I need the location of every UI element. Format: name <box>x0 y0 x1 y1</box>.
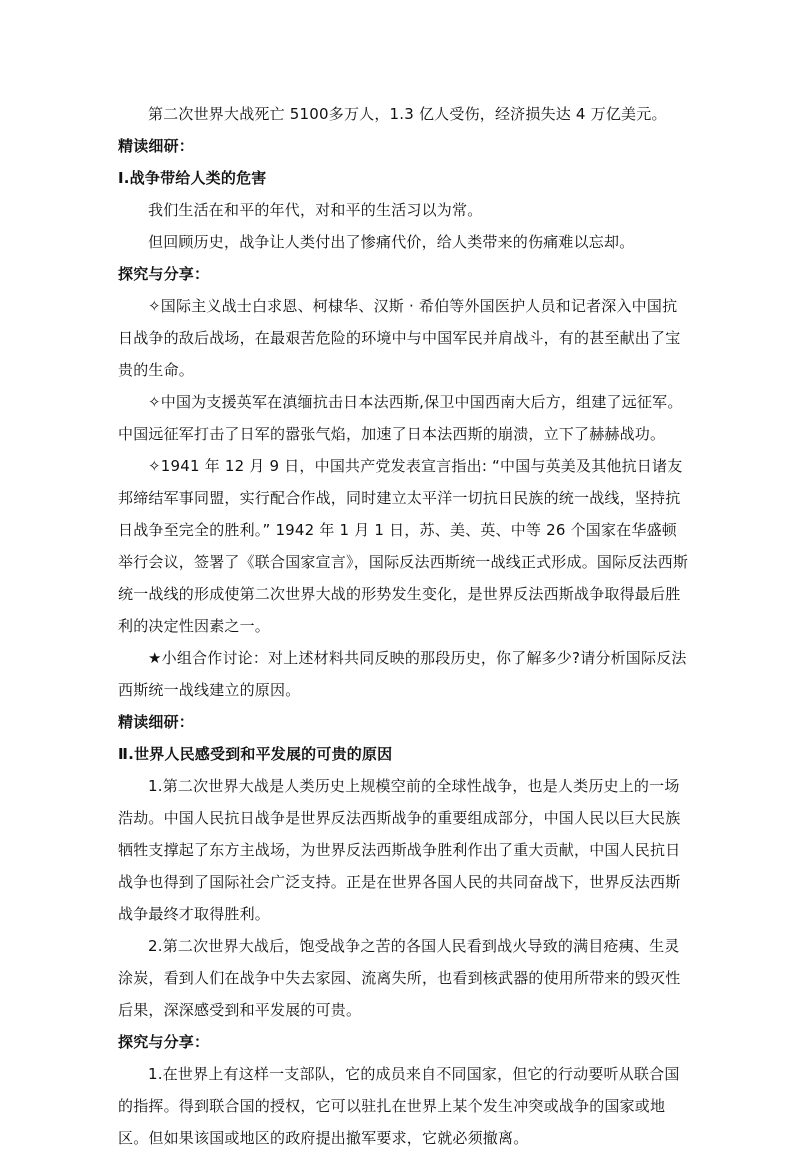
discussion-prompt: ★小组合作讨论：对上述材料共同反映的那段历史，你了解多少?请分析国际反法西斯统一战线建立的原因。 <box>118 649 687 699</box>
numbered-paragraph: 2.第二次世界大战后，饱受战争之苦的各国人民看到战火导致的满目疮痍、生灵涂炭，看到人们在战争中失去家园、流离失所，也看到核武器的使用所带来的毁灭性后果，深深感受到和平发展的可贵。 <box>118 937 681 1019</box>
section-heading-explore-share: 探究与分享： <box>118 265 210 283</box>
casualty-paragraph: 第二次世界大战死亡 5100多万人，1.3 亿人受伤，经济损失达 4 万亿美元。 <box>148 105 667 123</box>
subheading-peace-value: Ⅱ.世界人民感受到和平发展的可贵的原因 <box>118 745 393 763</box>
material-paragraph: ✧国际主义战士白求恩、柯棣华、汉斯 · 希伯等外国医护人员和记者深入中国抗日战争的敌后战场，在最艰苦危险的环境中与中国军民并肩战斗，有的甚至献出了宝贵的生命。 <box>118 297 681 379</box>
document-body <box>118 98 692 1154</box>
section-heading-close-reading: 精读细研： <box>118 137 195 155</box>
paragraph: 但回顾历史，战争让人类付出了惨痛代价，给人类带来的伤痛难以忘却。 <box>148 233 635 251</box>
numbered-paragraph: 1.在世界上有这样一支部队，它的成员来自不同国家，但它的行动要听从联合国的指挥。得到联合国的授权，它可以驻扎在世界上某个发生冲突或战争的国家或地区。但如果该国或地区的政府提出撤军要求，它就必须撤离。 <box>118 1065 680 1147</box>
material-paragraph: ✧中国为支援英军在滇缅抗击日本法西斯,保卫中国西南大后方，组建了远征军。中国远征军打击了日军的嚣张气焰，加速了日本法西斯的崩溃，立下了赫赫战功。 <box>118 393 683 443</box>
section-heading-explore-share: 探究与分享： <box>118 1033 210 1051</box>
material-paragraph: ✧1941 年 12 月 9 日，中国共产党发表宣言指出: “中国与英美及其他抗日诸友邦缔结军事同盟，实行配合作战，同时建立太平洋一切抗日民族的统一战线，坚持抗日战争至完全的胜利。” 1942 年 1 月 1 日，苏、美、英、中等 26 个国家在华盛顿举行会议，签署了《联合国家宣言》，国际反法西斯统一战线正式形成。国际反法西斯统一战线的形成使第二次世界大战的形势发生变化，是世界反法西斯战争取得最后胜利的决定性因素之一。 <box>118 457 689 635</box>
subheading-war-harm: Ⅰ.战争带给人类的危害 <box>118 169 267 187</box>
section-heading-close-reading: 精读细研： <box>118 713 195 731</box>
paragraph: 我们生活在和平的年代，对和平的生活习以为常。 <box>148 201 483 219</box>
numbered-paragraph: 1.第二次世界大战是人类历史上规模空前的全球性战争，也是人类历史上的一场浩劫。中国人民抗日战争是世界反法西斯战争的重要组成部分，中国人民以巨大民族牺牲支撑起了东方主战场，为世界反法西斯战争胜利作出了重大贡献，中国人民抗日战争也得到了国际社会广泛支持。正是在世界各国人民的共同奋战下，世界反法西斯战争最终才取得胜利。 <box>118 777 681 923</box>
